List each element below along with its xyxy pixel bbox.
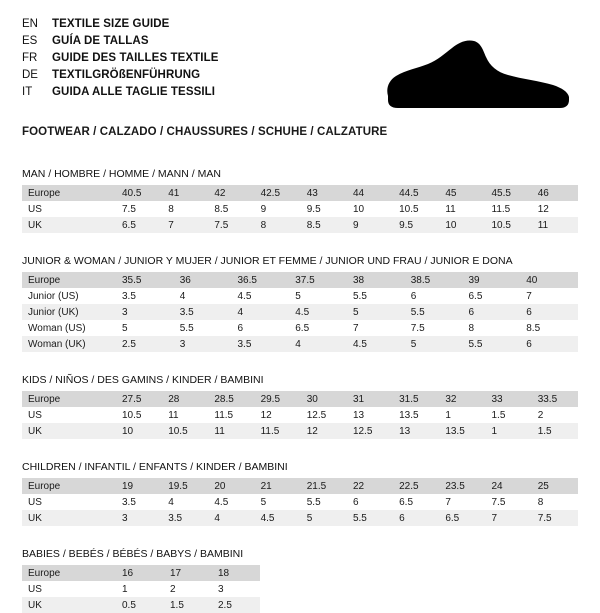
cell: 6	[463, 304, 521, 320]
row-label: UK	[22, 597, 116, 613]
cell: 44	[347, 185, 393, 201]
cell: 8	[255, 217, 301, 233]
cell: 7	[347, 320, 405, 336]
cell: 10.5	[393, 201, 439, 217]
cell: 7	[439, 494, 485, 510]
row-label: UK	[22, 217, 116, 233]
size-group-junior-woman	[22, 255, 578, 352]
row-label: Woman (UK)	[22, 336, 116, 352]
table-row	[22, 288, 578, 304]
cell: 12	[532, 201, 578, 217]
row-label: Europe	[22, 565, 116, 581]
table-row	[22, 407, 578, 423]
language-title: TEXTILE SIZE GUIDE	[52, 18, 170, 30]
cell: 10.5	[162, 423, 208, 439]
language-row-de	[22, 67, 219, 83]
size-group-children	[22, 461, 578, 526]
language-row-en	[22, 16, 219, 32]
cell: 6.5	[289, 320, 347, 336]
table-row	[22, 201, 578, 217]
cell: 6	[520, 304, 578, 320]
cell: 11	[162, 407, 208, 423]
cell: 1.5	[486, 407, 532, 423]
language-row-es	[22, 33, 219, 49]
cell: 8	[532, 494, 578, 510]
cell: 6	[393, 510, 439, 526]
size-table-junior-woman	[22, 272, 578, 352]
cell: 21.5	[301, 478, 347, 494]
table-row	[22, 217, 578, 233]
table-row	[22, 581, 260, 597]
cell: 4	[208, 510, 254, 526]
cell: 3.5	[116, 288, 174, 304]
cell: 1	[486, 423, 532, 439]
cell: 9	[347, 217, 393, 233]
cell: 24	[486, 478, 532, 494]
cell: 6	[232, 320, 290, 336]
cell: 5	[255, 494, 301, 510]
cell: 3.5	[232, 336, 290, 352]
table-row	[22, 185, 578, 201]
language-code: EN	[22, 18, 38, 30]
size-table-man	[22, 185, 578, 233]
cell: 2	[532, 407, 578, 423]
cell: 9.5	[393, 217, 439, 233]
size-group-man	[22, 168, 578, 233]
cell: 3.5	[174, 304, 232, 320]
cell: 7	[520, 288, 578, 304]
size-table-children	[22, 478, 578, 526]
cell: 25	[532, 478, 578, 494]
cell: 11.5	[486, 201, 532, 217]
cell: 11	[532, 217, 578, 233]
cell: 1	[116, 581, 164, 597]
row-label: US	[22, 407, 116, 423]
table-row	[22, 272, 578, 288]
cell: 3.5	[162, 510, 208, 526]
cell: 23.5	[439, 478, 485, 494]
cell: 6.5	[439, 510, 485, 526]
language-title: GUIDA ALLE TAGLIE TESSILI	[52, 86, 216, 98]
cell: 9.5	[301, 201, 347, 217]
row-label: Junior (UK)	[22, 304, 116, 320]
group-title: JUNIOR & WOMAN / JUNIOR Y MUJER / JUNIOR ET FEMME / JUNIOR UND FRAU / JUNIOR E DONA	[22, 255, 513, 267]
table-row	[22, 597, 260, 613]
cell: 8	[162, 201, 208, 217]
cell: 3	[116, 510, 162, 526]
cell: 28	[162, 391, 208, 407]
cell: 38	[347, 272, 405, 288]
cell: 3	[116, 304, 174, 320]
cell: 4	[174, 288, 232, 304]
cell: 3.5	[116, 494, 162, 510]
group-title: CHILDREN / INFANTIL / ENFANTS / KINDER / BAMBINI	[22, 461, 288, 473]
cell: 7	[486, 510, 532, 526]
cell: 38.5	[405, 272, 463, 288]
row-label: Europe	[22, 185, 116, 201]
size-group-kids	[22, 374, 578, 439]
cell: 2	[164, 581, 212, 597]
language-row-fr	[22, 50, 219, 66]
cell: 45	[439, 185, 485, 201]
group-title: BABIES / BEBÉS / BÉBÉS / BABYS / BAMBINI	[22, 548, 244, 560]
cell: 4.5	[232, 288, 290, 304]
cell: 8.5	[208, 201, 254, 217]
cell: 13.5	[439, 423, 485, 439]
page-header	[22, 16, 578, 112]
row-label: UK	[22, 510, 116, 526]
cell: 22.5	[393, 478, 439, 494]
cell: 13	[393, 423, 439, 439]
cell: 4.5	[289, 304, 347, 320]
cell: 3	[212, 581, 260, 597]
cell: 20	[208, 478, 254, 494]
cell: 5	[347, 304, 405, 320]
cell: 32	[439, 391, 485, 407]
cell: 5.5	[301, 494, 347, 510]
size-table-kids	[22, 391, 578, 439]
cell: 13.5	[393, 407, 439, 423]
cell: 2.5	[212, 597, 260, 613]
cell: 28.5	[208, 391, 254, 407]
cell: 31	[347, 391, 393, 407]
cell: 19.5	[162, 478, 208, 494]
cell: 5.5	[405, 304, 463, 320]
cell: 22	[347, 478, 393, 494]
cell: 6.5	[463, 288, 521, 304]
cell: 3	[174, 336, 232, 352]
cell: 1.5	[532, 423, 578, 439]
cell: 12.5	[347, 423, 393, 439]
cell: 0.5	[116, 597, 164, 613]
cell: 1.5	[164, 597, 212, 613]
cell: 33.5	[532, 391, 578, 407]
cell: 31.5	[393, 391, 439, 407]
table-row	[22, 304, 578, 320]
cell: 6	[405, 288, 463, 304]
language-code: ES	[22, 35, 38, 47]
cell: 12	[301, 423, 347, 439]
cell: 5.5	[463, 336, 521, 352]
cell: 11	[439, 201, 485, 217]
cell: 44.5	[393, 185, 439, 201]
language-title: GUÍA DE TALLAS	[52, 35, 149, 47]
row-label: Europe	[22, 272, 116, 288]
cell: 30	[301, 391, 347, 407]
cell: 29.5	[255, 391, 301, 407]
cell: 41	[162, 185, 208, 201]
row-label: US	[22, 494, 116, 510]
language-row-it	[22, 84, 219, 100]
cell: 5.5	[347, 510, 393, 526]
cell: 45.5	[486, 185, 532, 201]
cell: 33	[486, 391, 532, 407]
row-label: US	[22, 201, 116, 217]
cell: 42	[208, 185, 254, 201]
page-title: FOOTWEAR / CALZADO / CHAUSSURES / SCHUHE / CALZATURE	[22, 126, 388, 138]
cell: 39	[463, 272, 521, 288]
cell: 10.5	[116, 407, 162, 423]
cell: 4.5	[208, 494, 254, 510]
row-label: Europe	[22, 391, 116, 407]
size-table-babies	[22, 565, 260, 613]
cell: 5.5	[347, 288, 405, 304]
cell: 36.5	[232, 272, 290, 288]
row-label: Europe	[22, 478, 116, 494]
cell: 10	[439, 217, 485, 233]
cell: 10.5	[486, 217, 532, 233]
cell: 11	[208, 423, 254, 439]
cell: 10	[116, 423, 162, 439]
language-title: TEXTILGRÖßENFÜHRUNG	[52, 69, 201, 81]
row-label: Woman (US)	[22, 320, 116, 336]
row-label: US	[22, 581, 116, 597]
language-code: IT	[22, 86, 33, 98]
table-row	[22, 336, 578, 352]
group-title: MAN / HOMBRE / HOMME / MANN / MAN	[22, 168, 221, 180]
cell: 12.5	[301, 407, 347, 423]
table-row	[22, 391, 578, 407]
cell: 13	[347, 407, 393, 423]
group-title: KIDS / NIÑOS / DES GAMINS / KINDER / BAMBINI	[22, 374, 264, 386]
cell: 37.5	[289, 272, 347, 288]
cell: 5.5	[174, 320, 232, 336]
cell: 2.5	[116, 336, 174, 352]
cell: 5	[289, 288, 347, 304]
cell: 6.5	[393, 494, 439, 510]
cell: 17	[164, 565, 212, 581]
cell: 21	[255, 478, 301, 494]
language-title: GUIDE DES TAILLES TEXTILE	[52, 52, 219, 64]
cell: 7.5	[208, 217, 254, 233]
cell: 40	[520, 272, 578, 288]
cell: 11.5	[255, 423, 301, 439]
row-label: Junior (US)	[22, 288, 116, 304]
cell: 4.5	[255, 510, 301, 526]
cell: 36	[174, 272, 232, 288]
cell: 6.5	[116, 217, 162, 233]
table-row	[22, 510, 578, 526]
table-row	[22, 320, 578, 336]
cell: 5	[116, 320, 174, 336]
cell: 16	[116, 565, 164, 581]
cell: 8.5	[301, 217, 347, 233]
cell: 18	[212, 565, 260, 581]
cell: 11.5	[208, 407, 254, 423]
cell: 7.5	[486, 494, 532, 510]
cell: 10	[347, 201, 393, 217]
cell: 40.5	[116, 185, 162, 201]
cell: 12	[255, 407, 301, 423]
cell: 19	[116, 478, 162, 494]
cell: 8	[463, 320, 521, 336]
cell: 6	[347, 494, 393, 510]
cell: 5	[405, 336, 463, 352]
dress-shoe-icon	[382, 34, 572, 112]
cell: 35.5	[116, 272, 174, 288]
table-row	[22, 478, 578, 494]
language-title-list	[22, 16, 219, 101]
language-code: DE	[22, 69, 38, 81]
cell: 7	[162, 217, 208, 233]
table-row	[22, 423, 578, 439]
cell: 4	[232, 304, 290, 320]
cell: 4.5	[347, 336, 405, 352]
cell: 7.5	[405, 320, 463, 336]
cell: 7.5	[532, 510, 578, 526]
cell: 7.5	[116, 201, 162, 217]
cell: 1	[439, 407, 485, 423]
table-row	[22, 565, 260, 581]
row-label: UK	[22, 423, 116, 439]
size-group-babies	[22, 548, 578, 613]
cell: 8.5	[520, 320, 578, 336]
table-row	[22, 494, 578, 510]
cell: 9	[255, 201, 301, 217]
cell: 27.5	[116, 391, 162, 407]
cell: 4	[289, 336, 347, 352]
cell: 43	[301, 185, 347, 201]
cell: 4	[162, 494, 208, 510]
cell: 5	[301, 510, 347, 526]
cell: 6	[520, 336, 578, 352]
cell: 46	[532, 185, 578, 201]
cell: 42.5	[255, 185, 301, 201]
language-code: FR	[22, 52, 38, 64]
